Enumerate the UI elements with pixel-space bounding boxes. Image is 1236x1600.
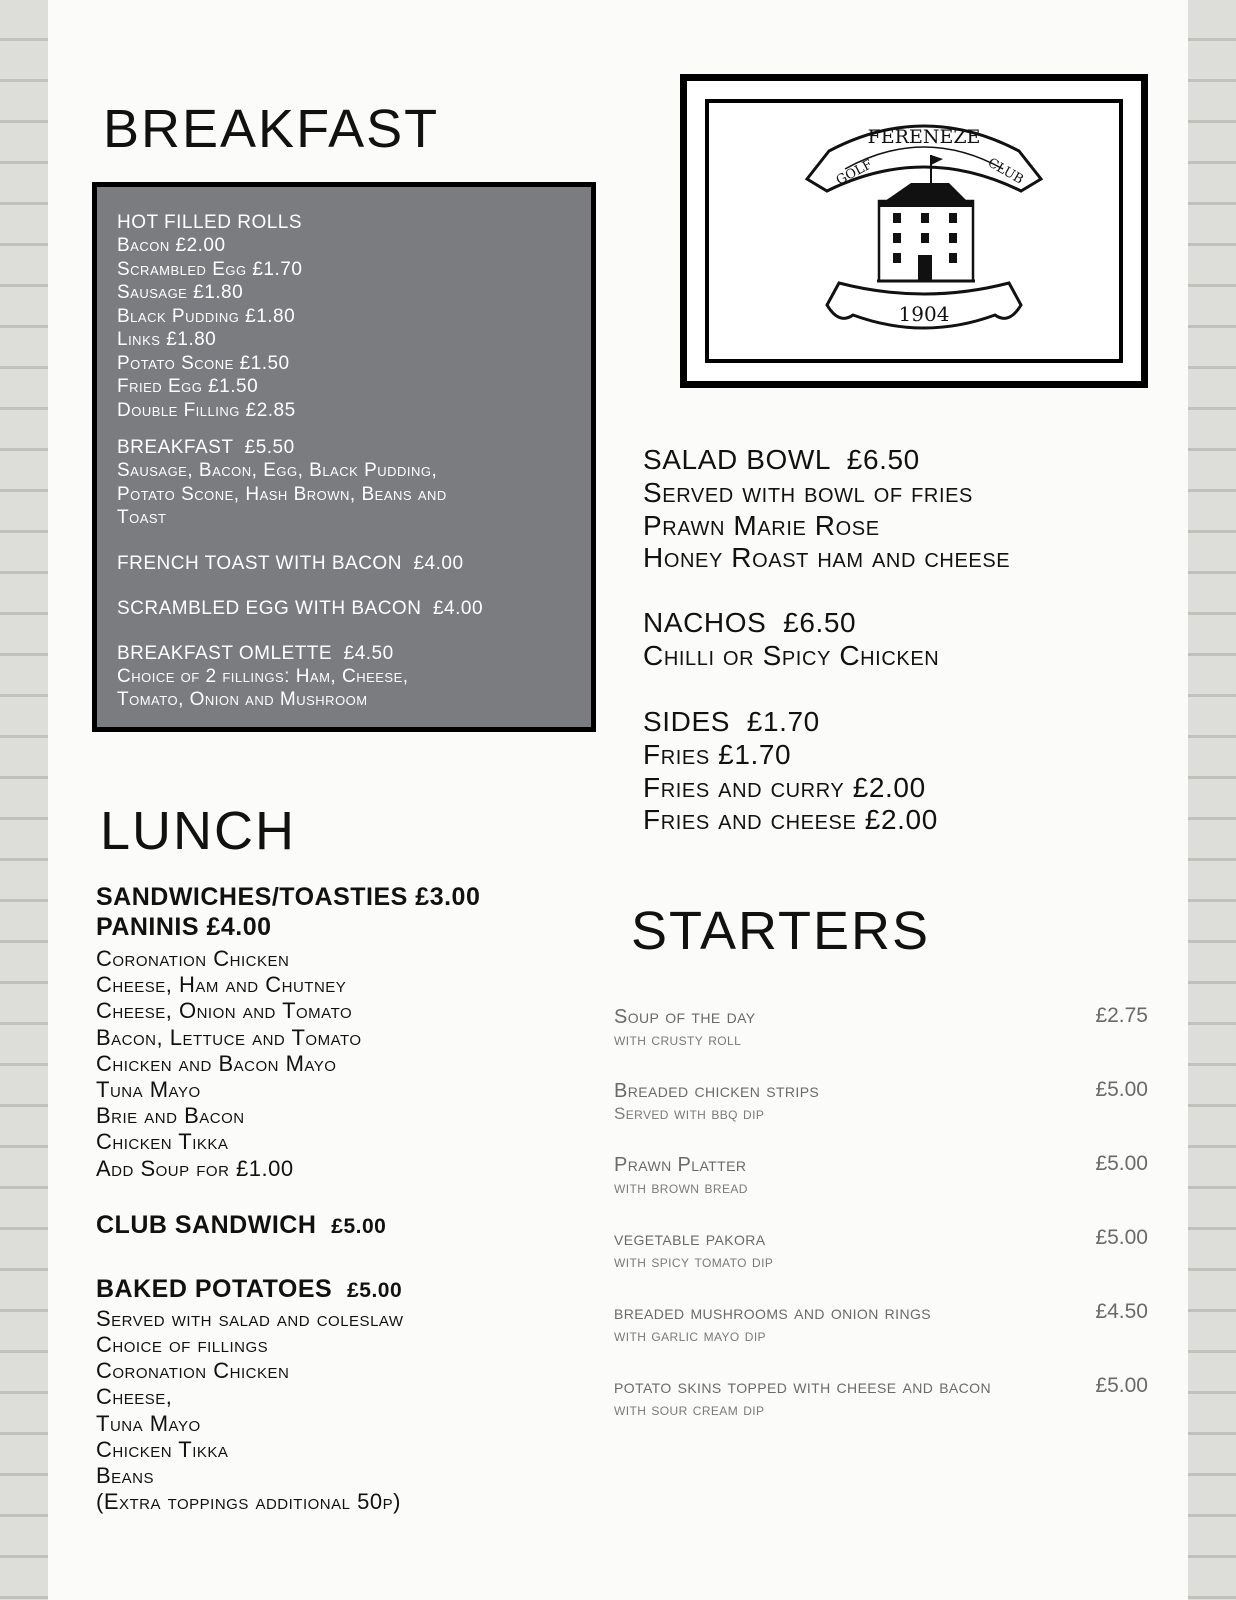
starter-name: vegetable pakora	[614, 1228, 766, 1250]
sandwich-filling: Add Soup for £1.00	[96, 1155, 294, 1181]
potato-option: Chicken Tikka	[96, 1436, 229, 1462]
side-item: Fries and curry £2.00	[643, 771, 926, 803]
starter-price: £5.00	[1095, 1152, 1148, 1175]
roll-item: Sausage £1.80	[117, 282, 244, 303]
breakfast-description	[117, 459, 571, 530]
logo-left-text: GOLF	[833, 157, 876, 189]
breakfast-heading: BREAKFAST £5.50	[117, 437, 295, 458]
logo-year: 1904	[898, 302, 950, 326]
sandwich-filling: Bacon, Lettuce and Tomato	[96, 1024, 362, 1050]
club-sandwich-item	[96, 1210, 616, 1242]
brick-wall-left	[0, 0, 48, 1600]
starter-item	[614, 1374, 1148, 1420]
sides-section	[643, 705, 938, 837]
sandwich-filling: Chicken Tikka	[96, 1129, 229, 1155]
starters-title: STARTERS	[631, 901, 931, 961]
sandwich-filling: Brie and Bacon	[96, 1103, 245, 1129]
salad-heading: SALAD BOWL £6.50	[643, 444, 920, 475]
roll-item: Scrambled Egg £1.70	[117, 258, 303, 280]
starter-price: £5.00	[1095, 1078, 1148, 1101]
sandwich-filling: Tuna Mayo	[96, 1077, 201, 1103]
potato-option: (Extra toppings additional 50p)	[96, 1489, 401, 1515]
potato-option: Cheese,	[96, 1384, 173, 1410]
scrambled-egg-item: SCRAMBLED EGG WITH BACON £4.00	[117, 597, 484, 619]
roll-item: Black Pudding £1.80	[117, 305, 296, 327]
roll-item: Potato Scone £1.50	[117, 352, 290, 374]
starter-description: with garlic mayo dip	[614, 1326, 766, 1345]
golf-club-logo	[799, 109, 1049, 345]
salad-section	[643, 443, 1010, 575]
logo-right-text: CLUB	[985, 155, 1026, 188]
starter-item	[614, 1300, 1148, 1346]
potato-option: Tuna Mayo	[96, 1410, 201, 1436]
starter-description: with sour cream dip	[614, 1400, 765, 1419]
lunch-title: LUNCH	[100, 801, 297, 861]
salad-option: Served with bowl of fries	[643, 477, 973, 508]
starter-name: Breaded chicken strips	[614, 1080, 820, 1102]
french-toast-item: FRENCH TOAST WITH BACON £4.00	[117, 552, 464, 574]
club-sandwich-name: CLUB SANDWICH	[96, 1210, 317, 1239]
potato-option: Choice of fillings	[96, 1332, 269, 1358]
omelette-heading: BREAKFAST OMLETTE £4.50	[117, 642, 394, 664]
roll-item: Double Filling £2.85	[117, 399, 296, 421]
nachos-section	[643, 606, 939, 673]
starter-name: potato skins topped with cheese and bacon	[614, 1376, 991, 1398]
club-sandwich-price: £5.00	[331, 1214, 387, 1238]
omelette-desc-line: Tomato, Onion and Mushroom	[117, 689, 368, 710]
sandwich-filling: Cheese, Onion and Tomato	[96, 998, 353, 1024]
sides-heading: SIDES £1.70	[643, 706, 820, 737]
starter-price: £5.00	[1095, 1374, 1148, 1397]
roll-item: Fried Egg £1.50	[117, 376, 259, 397]
starter-description: with brown bread	[614, 1178, 748, 1197]
rolls-list	[117, 234, 571, 422]
starter-name: Soup of the day	[614, 1006, 756, 1028]
starter-description: with crusty roll	[614, 1030, 742, 1049]
side-item: Fries £1.70	[643, 739, 792, 770]
baked-potatoes-item	[96, 1274, 616, 1306]
starter-item	[614, 1152, 1148, 1198]
sandwiches-heading: SANDWICHES/TOASTIES £3.00	[96, 883, 481, 911]
baked-potatoes-name: BAKED POTATOES	[96, 1274, 333, 1303]
breakfast-desc-line: Potato Scone, Hash Brown, Beans and	[117, 483, 447, 505]
salad-option: Honey Roast ham and cheese	[643, 542, 1011, 573]
sandwich-filling: Cheese, Ham and Chutney	[96, 972, 347, 998]
starter-price: £2.75	[1095, 1004, 1148, 1027]
club-logo-frame	[680, 74, 1148, 388]
starter-price: £5.00	[1095, 1226, 1148, 1249]
potato-option: Served with salad and coleslaw	[96, 1305, 404, 1331]
potato-option: Beans	[96, 1463, 155, 1489]
roll-item: Bacon £2.00	[117, 235, 226, 256]
omelette-description	[117, 665, 571, 712]
starter-item	[614, 1078, 1148, 1124]
sandwich-filling: Coronation Chicken	[96, 946, 290, 971]
brick-wall-right	[1188, 0, 1236, 1600]
starter-description: Served with bbq dip	[614, 1104, 765, 1123]
rolls-heading: HOT FILLED ROLLS	[117, 212, 303, 233]
starter-item	[614, 1004, 1148, 1050]
omelette-desc-line: Choice of 2 fillings: Ham, Cheese,	[117, 665, 409, 687]
breakfast-box	[92, 182, 596, 732]
sandwich-filling: Chicken and Bacon Mayo	[96, 1050, 337, 1076]
breakfast-desc-line: Sausage, Bacon, Egg, Black Pudding,	[117, 460, 438, 481]
breakfast-desc-line: Toast	[117, 507, 167, 528]
starter-price: £4.50	[1095, 1300, 1148, 1323]
starter-name: Prawn Platter	[614, 1154, 747, 1176]
salad-option: Prawn Marie Rose	[643, 509, 880, 541]
logo-top-text: FERENEZE	[867, 126, 981, 148]
lunch-section	[96, 882, 616, 1515]
starter-description: with spicy tomato dip	[614, 1252, 774, 1271]
side-item: Fries and cheese £2.00	[643, 804, 938, 835]
starter-name: breaded mushrooms and onion rings	[614, 1302, 932, 1324]
starter-item	[614, 1226, 1148, 1272]
roll-item: Links £1.80	[117, 329, 217, 350]
nachos-heading: NACHOS £6.50	[643, 607, 857, 638]
breakfast-title: BREAKFAST	[103, 99, 440, 159]
paninis-heading: PANINIS £4.00	[96, 913, 272, 941]
baked-potatoes-price: £5.00	[347, 1278, 403, 1302]
nachos-option: Chilli or Spicy Chicken	[643, 640, 940, 671]
starters-list	[614, 1004, 1148, 1448]
potato-option: Coronation Chicken	[96, 1358, 290, 1384]
